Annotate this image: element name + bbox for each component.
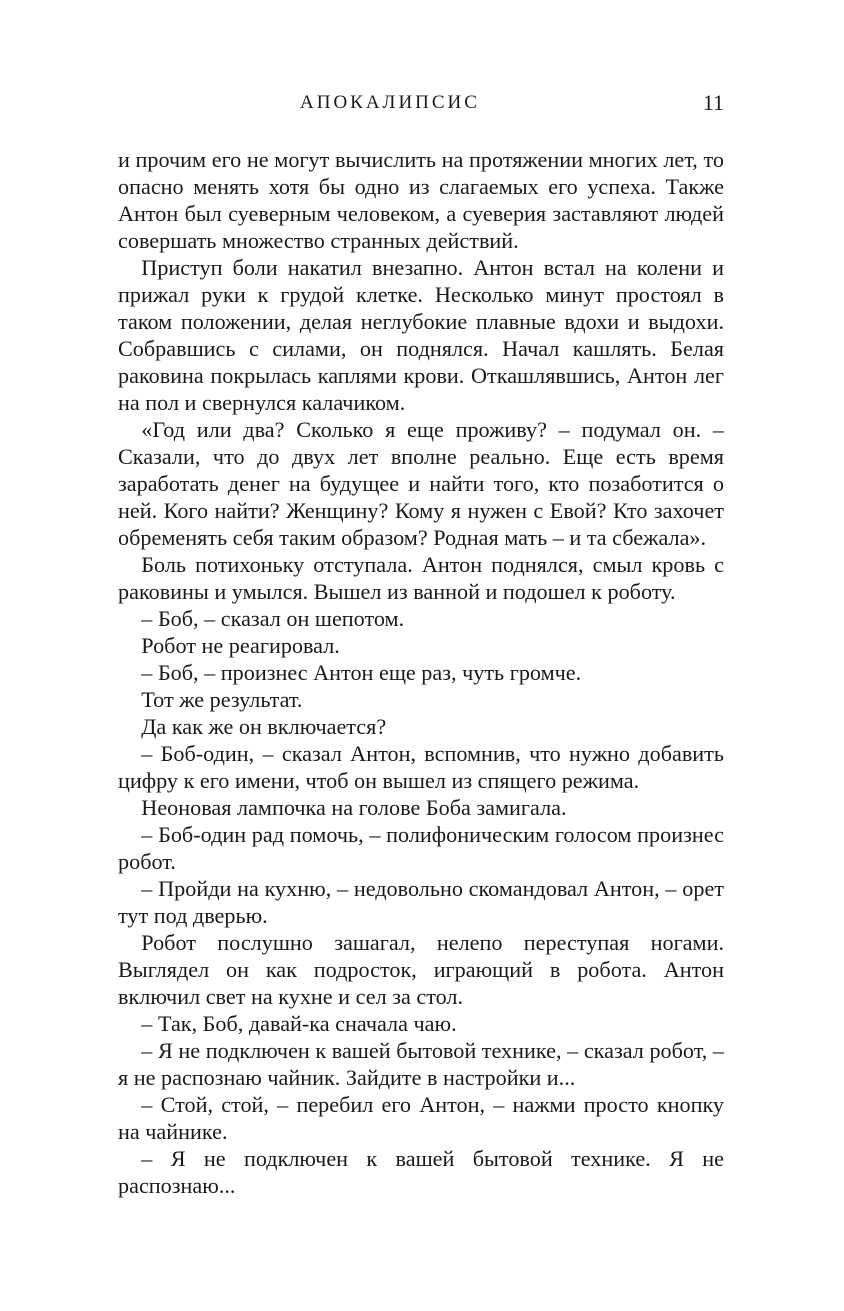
paragraph: Тот же результат.: [141, 687, 303, 712]
paragraph: Неоновая лампочка на голове Боба замигала.: [141, 795, 567, 820]
dialogue-line: – Боб, – сказал он шепотом.: [141, 606, 405, 631]
dialogue-line: – Я не подключен к вашей бытовой технике. Я не распознаю...: [118, 1146, 724, 1198]
dialogue-line: – Пройди на кухню, – недовольно скомандовал Антон, – орет тут под дверью.: [118, 876, 724, 928]
dialogue-line: – Боб-один рад помочь, – полифоническим голосом произнес робот.: [118, 822, 724, 874]
running-head: [120, 92, 724, 124]
dialogue-line: – Боб, – произнес Антон еще раз, чуть громче.: [141, 660, 582, 685]
paragraph: Приступ боли накатил внезапно. Антон встал на колени и прижал руки к грудой клетке. Несколько минут простоял в таком положении, делая неглубокие плавные вдохи и выдохи. Собравшись с силами, он поднялся. Начал кашлять. Белая раковина покрылась каплями крови. Откашлявшись, Антон лег на пол и свернулся калачиком.: [118, 255, 724, 415]
paragraph: «Год или два? Сколько я еще проживу? – подумал он. – Сказали, что до двух лет вполне реально. Еще есть время заработать денег на будущее и найти того, кто позаботится о ней. Кого найти? Женщину? Кому я нужен с Евой? Кто захочет обременять себя таким образом? Родная мать – и та сбежала».: [118, 417, 724, 550]
page-number: 11: [702, 90, 724, 115]
running-title: АПОКАЛИПСИС: [300, 92, 480, 113]
paragraph: Да как же он включается?: [141, 714, 387, 739]
dialogue-line: – Я не подключен к вашей бытовой технике, – сказал робот, – я не распознаю чайник. Зайдите в настройки и...: [118, 1038, 724, 1090]
dialogue-line: – Так, Боб, давай-ка сначала чаю.: [141, 1011, 457, 1036]
dialogue-line: – Боб-один, – сказал Антон, вспомнив, что нужно добавить цифру к его имени, чтоб он вышел из спящего режима.: [118, 741, 724, 793]
dialogue-line: – Стой, стой, – перебил его Антон, – нажми просто кнопку на чайнике.: [118, 1092, 724, 1144]
paragraph-continued: и прочим его не могут вычислить на протяжении многих лет, то опасно менять хотя бы одно из слагаемых его успеха. Также Антон был суеверным человеком, а суеверия заставляют людей совершать множество странных действий.: [118, 147, 724, 253]
paragraph: Робот не реагировал.: [141, 633, 340, 658]
paragraph: Робот послушно зашагал, нелепо переступая ногами. Выглядел он как подросток, играющий в робота. Антон включил свет на кухне и сел за стол.: [118, 930, 724, 1009]
body-text: [118, 146, 724, 1199]
paragraph: Боль потихоньку отступала. Антон поднялся, смыл кровь с раковины и умылся. Вышел из ванной и подошел к роботу.: [118, 552, 724, 604]
